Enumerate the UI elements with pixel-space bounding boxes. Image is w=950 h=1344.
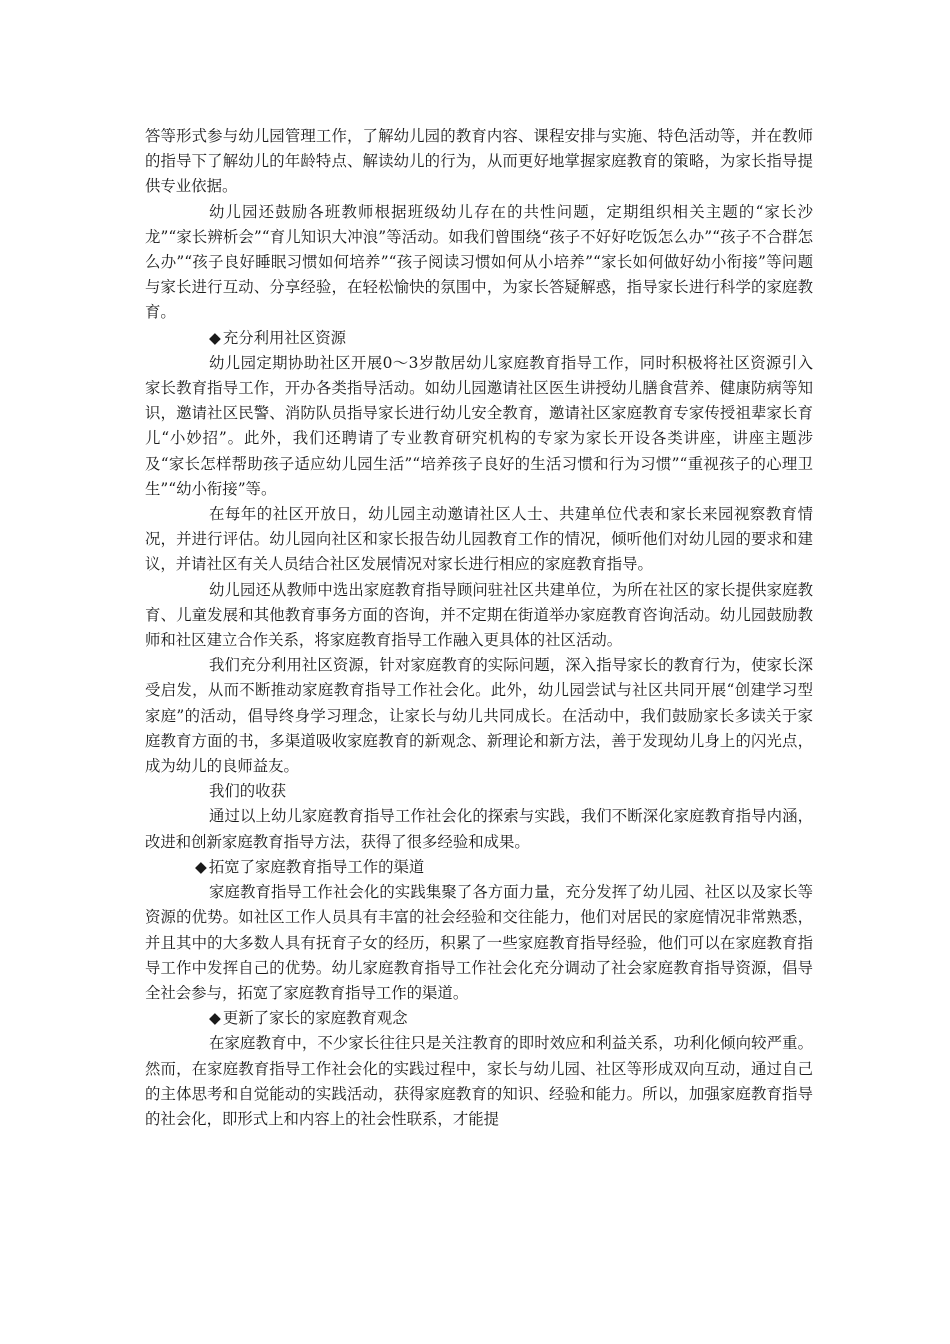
section-heading-text: 拓宽了家庭教育指导工作的渠道 bbox=[208, 857, 425, 876]
paragraph: 我们充分利用社区资源，针对家庭教育的实际问题，深入指导家长的教育行为，使家长深受启发，从而不断推动家庭教育指导工作社会化。此外，幼儿园尝试与社区共同开展“创建学习型家庭”的活动，倡导终身学习理念，让家长与幼儿共同成长。在活动中，我们鼓励家长多读关于家庭教育方面的书，多渠道吸收家庭教育的新观念、新理论和新方法，善于发现幼儿身上的闪光点，成为幼儿的良师益友。 bbox=[145, 656, 813, 776]
section-heading-text: 充分利用社区资源 bbox=[222, 328, 346, 347]
section-heading bbox=[145, 779, 813, 804]
section-heading-text: 更新了家长的家庭教育观念 bbox=[222, 1009, 408, 1028]
section-heading bbox=[145, 1006, 813, 1031]
section-heading-text: 我们的收获 bbox=[209, 782, 286, 801]
section-heading bbox=[145, 855, 813, 880]
paragraph: 幼儿园还鼓励各班教师根据班级幼儿存在的共性问题，定期组织相关主题的“家长沙龙”“家长辨析会”“育儿知识大冲浪”等活动。如我们曾围绕“孩子不好好吃饭怎么办”“孩子不合群怎么办”“孩子良好睡眠习惯如何培养”“孩子阅读习惯如何从小培养”“家长如何做好幼小衔接”等问题与家长进行互动、分享经验，在轻松愉快的氛围中，为家长答疑解惑，指导家长进行科学的家庭教育。 bbox=[145, 202, 813, 322]
paragraph: 幼儿园定期协助社区开展0～3岁散居幼儿家庭教育指导工作，同时积极将社区资源引入家长教育指导工作，开办各类指导活动。如幼儿园邀请社区医生讲授幼儿膳食营养、健康防病等知识，邀请社区民警、消防队员指导家长进行幼儿安全教育，邀请社区家庭教育专家传授祖辈家长育儿“小妙招”。此外，我们还聘请了专业教育研究机构的专家为家长开设各类讲座，讲座主题涉及“家长怎样帮助孩子适应幼儿园生活”“培养孩子良好的生活习惯和行为习惯”“重视孩子的心理卫生”“幼小衔接”等。 bbox=[145, 353, 813, 498]
diamond-bullet-icon: ◆ bbox=[209, 328, 221, 347]
paragraph: 通过以上幼儿家庭教育指导工作社会化的探索与实践，我们不断深化家庭教育指导内涵，改进和创新家庭教育指导方法，获得了很多经验和成果。 bbox=[145, 807, 813, 851]
paragraph: 幼儿园还从教师中选出家庭教育指导顾问驻社区共建单位，为所在社区的家长提供家庭教育、儿童发展和其他教育事务方面的咨询，并不定期在街道举办家庭教育咨询活动。幼儿园鼓励教师和社区建立合作关系，将家庭教育指导工作融入更具体的社区活动。 bbox=[145, 580, 813, 650]
paragraph: 在家庭教育中，不少家长往往只是关注教育的即时效应和利益关系，功利化倾向较严重。然而，在家庭教育指导工作社会化的实践过程中，家长与幼儿园、社区等形成双向互动，通过自己的主体思考和自觉能动的实践活动，获得家庭教育的知识、经验和能力。所以，加强家庭教育指导的社会化，即形式上和内容上的社会性联系，才能提 bbox=[145, 1034, 813, 1128]
diamond-bullet-icon: ◆ bbox=[209, 1009, 221, 1028]
paragraph: 家庭教育指导工作社会化的实践集聚了各方面力量，充分发挥了幼儿园、社区以及家长等资源的优势。如社区工作人员具有丰富的社会经验和交往能力，他们对居民的家庭情况非常熟悉，并且其中的大多数人具有抚育子女的经历，积累了一些家庭教育指导经验，他们可以在家庭教育指导工作中发挥自己的优势。幼儿家庭教育指导工作社会化充分调动了社会家庭教育指导资源，倡导全社会参与，拓宽了家庭教育指导工作的渠道。 bbox=[145, 883, 813, 1002]
paragraph: 答等形式参与幼儿园管理工作，了解幼儿园的教育内容、课程安排与实施、特色活动等，并在教师的指导下了解幼儿的年龄特点、解读幼儿的行为，从而更好地掌握家庭教育的策略，为家长指导提供专业依据。 bbox=[145, 127, 813, 196]
section-heading bbox=[145, 326, 813, 351]
paragraph: 在每年的社区开放日，幼儿园主动邀请社区人士、共建单位代表和家长来园视察教育情况，并进行评估。幼儿园向社区和家长报告幼儿园教育工作的情况，倾听他们对幼儿园的要求和建议，并请社区有关人员结合社区发展情况对家长进行相应的家庭教育指导。 bbox=[145, 505, 813, 574]
diamond-bullet-icon: ◆ bbox=[195, 857, 207, 876]
document-body bbox=[145, 124, 813, 1132]
